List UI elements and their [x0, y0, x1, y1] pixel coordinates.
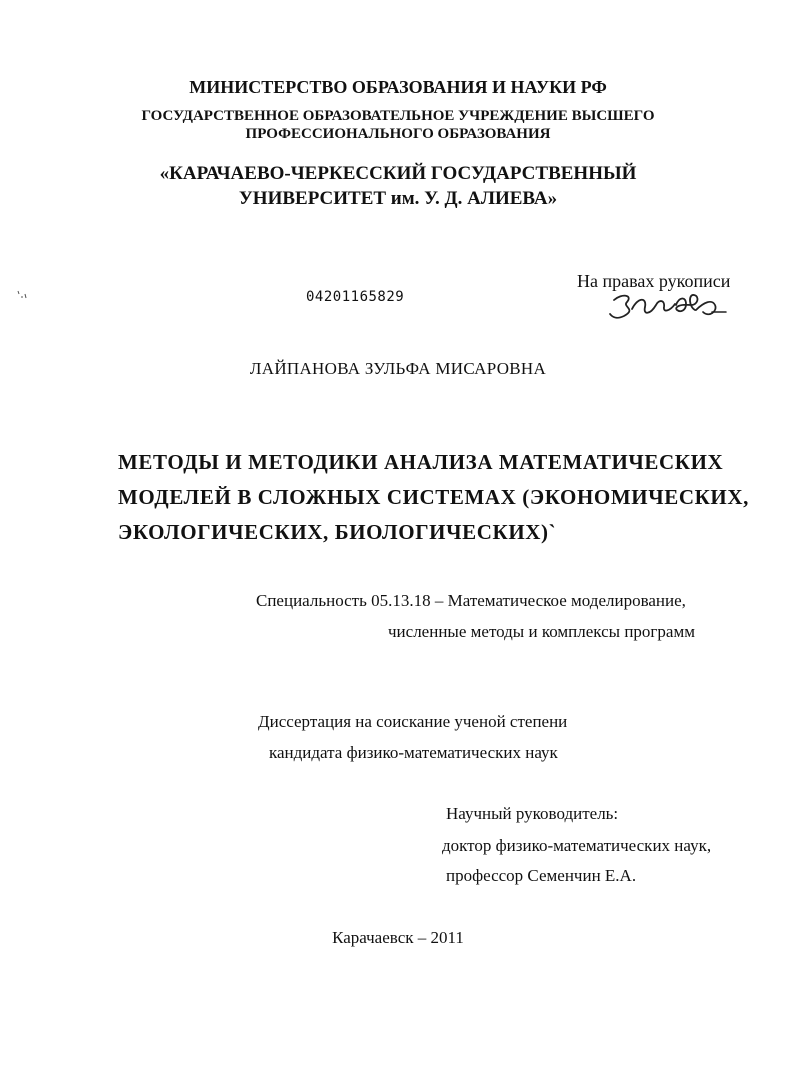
institution-line-2: ПРОФЕССИОНАЛЬНОГО ОБРАЗОВАНИЯ — [245, 126, 551, 142]
thesis-title-line-2: МОДЕЛЕЙ В СЛОЖНЫХ СИСТЕМАХ (ЭКОНОМИЧЕСКИХ, — [118, 485, 749, 509]
margin-mark-icon — [16, 289, 28, 301]
specialty-line-2: численные методы и комплексы программ — [388, 622, 695, 641]
manuscript-rights-label: На правах рукописи — [577, 271, 731, 291]
ministry-heading: МИНИСТЕРСТВО ОБРАЗОВАНИЯ И НАУКИ РФ — [189, 77, 607, 97]
supervisor-degree: доктор физико-математических наук, — [442, 836, 712, 855]
thesis-title-line-1: МЕТОДЫ И МЕТОДИКИ АНАЛИЗА МАТЕМАТИЧЕСКИХ — [118, 450, 724, 474]
supervisor-name: профессор Семенчин Е.А. — [446, 866, 637, 885]
university-line-2: УНИВЕРСИТЕТ им. У. Д. АЛИЕВА» — [238, 188, 558, 209]
handwritten-signature — [604, 287, 732, 325]
author-name: ЛАЙПАНОВА ЗУЛЬФА МИСАРОВНА — [249, 359, 547, 378]
supervisor-label: Научный руководитель: — [446, 804, 619, 823]
degree-statement-line-2: кандидата физико-математических наук — [269, 743, 558, 762]
archive-number: 04201165829 — [306, 289, 405, 305]
specialty-line-1: Специальность 05.13.18 – Математическое моделирование, — [256, 591, 686, 610]
institution-line-1: ГОСУДАРСТВЕННОЕ ОБРАЗОВАТЕЛЬНОЕ УЧРЕЖДЕНИЕ ВЫСШЕГО — [141, 108, 655, 124]
degree-statement-line-1: Диссертация на соискание ученой степени — [258, 712, 568, 731]
university-line-1: «КАРАЧАЕВО-ЧЕРКЕССКИЙ ГОСУДАРСТВЕННЫЙ — [159, 163, 637, 184]
thesis-title-line-3: ЭКОЛОГИЧЕСКИХ, БИОЛОГИЧЕСКИХ)` — [118, 520, 557, 544]
city-year: Карачаевск – 2011 — [332, 928, 464, 947]
